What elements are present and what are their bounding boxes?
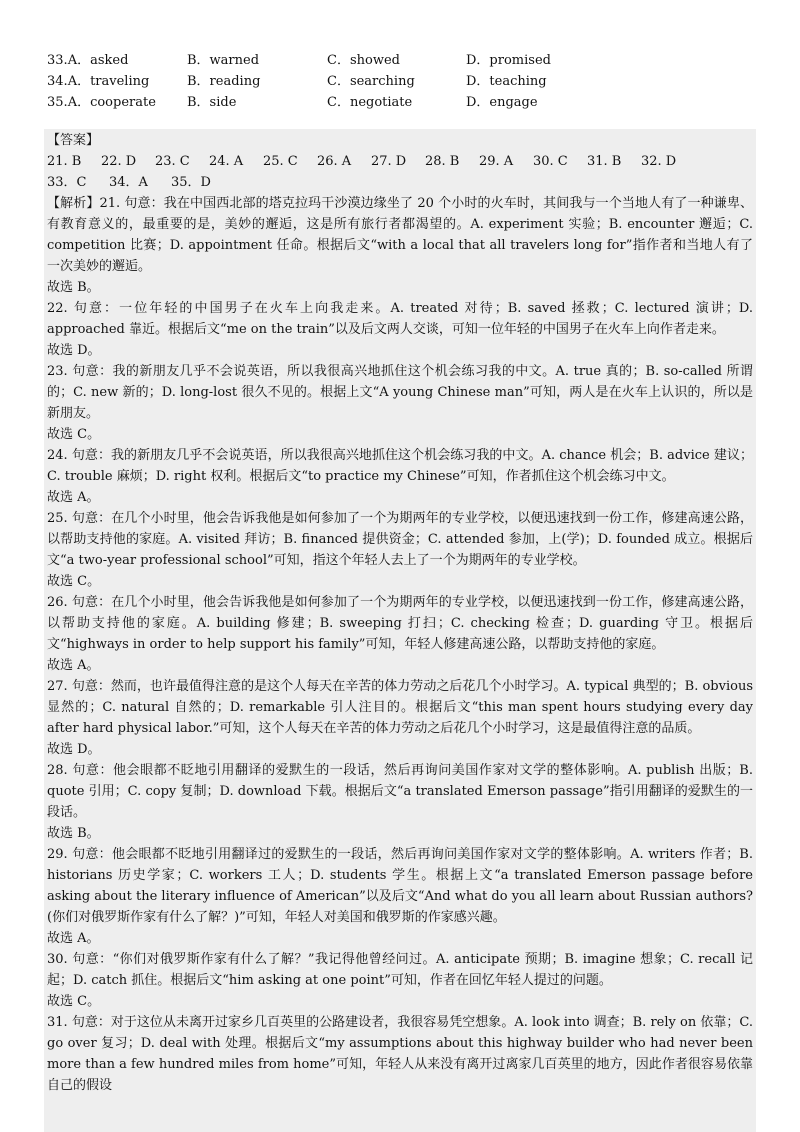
option-row [47, 92, 606, 113]
explanation-paragraph: 29. 句意：他会眼都不眨地引用翻译过的爱默生的一段话，然后再询问美国作家对文学的整体影响。A. writers 作者；B. historians 历史学家；C. workers 工人；D. students 学生。根据上文“a translated Emerson passage before asking about the literary influence of American”以及后文“And what do you all learn about Russian authors?(你们对俄罗斯作家有什么了解？)”可知，年轻人对美国和俄罗斯的作家感兴趣。 [47, 847, 753, 925]
answer-key: 25. C [263, 154, 298, 169]
explanation-paragraph: 【解析】21. 句意：我在中国西北部的塔克拉玛干沙漠边缘坐了 20 个小时的火车时，其间我与一个当地人有了一种谦卑、有教育意义的，最重要的是，美妙的邂逅，这是所有旅行者都渴望的。A. experiment 实验；B. encounter 邂逅；C. competition 比赛；D. appointment 任命。根据后文“with a local that all travelers long for”指作者和当地人有了一次美妙的邂逅。 [47, 196, 753, 274]
answer-keys-row-2 [47, 172, 753, 193]
answer-key: 33．C [47, 175, 87, 190]
explanation-paragraph: 31. 句意：对于这位从未离开过家乡几百英里的公路建设者，我很容易凭空想象。A. look into 调查；B. rely on 依靠；C. go over 复习；D. deal with 处理。根据后文“my assumptions about this highway builder who had never been more than a few hundred miles from home”可知，年轻人从来没有离开过离家几百英里的地方，因此作者很容易依靠自己的假设 [47, 1015, 753, 1093]
answer-key: 32. D [641, 154, 677, 169]
option-b: B．side [187, 95, 237, 110]
answer-key: 23. C [155, 154, 190, 169]
option-d: D．engage [466, 95, 538, 110]
explanation-conclusion: 故选 D。 [47, 742, 101, 757]
explanation-conclusion: 故选 A。 [47, 931, 100, 946]
option-row [47, 71, 606, 92]
option-a-text: A．traveling [67, 74, 150, 89]
option-a [47, 71, 187, 92]
option-c: C．negotiate [327, 95, 413, 110]
answer-key: 27. D [371, 154, 407, 169]
explanation-paragraph: 26. 句意：在几个小时里，他会告诉我他是如何参加了一个为期两年的专业学校，以便迅速找到一份工作，修建高速公路，以帮助支持他的家庭。A. building 修建；B. sweeping 打扫；C. checking 检查；D. guarding 守卫。根据后文“highways in order to help support his family”可知，年轻人修建高速公路，以帮助支持他的家庭。 [47, 595, 753, 652]
answer-key: 30. C [533, 154, 568, 169]
explanation-paragraph: 28. 句意：他会眼都不眨地引用翻译的爱默生的一段话，然后再询问美国作家对文学的整体影响。A. publish 出版；B. quote 引用；C. copy 复制；D. download 下载。根据后文“a translated Emerson passage”指引用翻译的爱默生的一段话。 [47, 763, 753, 820]
explanation-paragraph: 22. 句意：一位年轻的中国男子在火车上向我走来。A. treated 对待；B. saved 拯救；C. lectured 演讲；D. approached 靠近。根据后文“me on the train”以及后文两人交谈，可知一位年轻的中国男子在火车上向作者走来。 [47, 301, 753, 337]
option-a-text: A．asked [67, 53, 129, 68]
answer-key: 28. B [425, 154, 460, 169]
explanation-paragraph: 23. 句意：我的新朋友几乎不会说英语，所以我很高兴地抓住这个机会练习我的中文。A. true 真的；B. so-called 所谓的；C. new 新的；D. long-lost 很久不见的。根据上文“A young Chinese man”可知，两人是在火车上认识的，所以是新朋友。 [47, 364, 753, 421]
option-a-text: A．cooperate [67, 95, 156, 110]
option-a [47, 50, 187, 71]
question-number: 33. [47, 53, 68, 68]
question-number: 35. [47, 95, 68, 110]
explanation-paragraph: 27. 句意：然而，也许最值得注意的是这个人每天在辛苦的体力劳动之后花几个小时学习。A. typical 典型的；B. obvious 显然的；C. natural 自然的；D. remarkable 引人注目的。根据后文“this man spent hours studying every day after hard physical labor.”可知，这个人每天在辛苦的体力劳动之后花几个小时学习，这是最值得注意的品质。 [47, 679, 753, 736]
option-c: C．showed [327, 53, 400, 68]
explanation-conclusion: 故选 B。 [47, 280, 100, 295]
option-b: B．warned [187, 53, 260, 68]
explanation-conclusion: 故选 C。 [47, 427, 101, 442]
answer-key: 24. A [209, 154, 244, 169]
options-table [47, 50, 606, 113]
explanation-paragraph: 24. 句意：我的新朋友几乎不会说英语，所以我很高兴地抓住这个机会练习我的中文。A. chance 机会；B. advice 建议；C. trouble 麻烦；D. right 权利。根据后文“to practice my Chinese”可知，作者抓住这个机会练习中文。 [47, 448, 753, 484]
answer-header: 【答案】 [47, 133, 100, 148]
answer-key: 29. A [479, 154, 514, 169]
answer-key: 21. B [47, 154, 82, 169]
explanation-paragraph: 30. 句意：“你们对俄罗斯作家有什么了解？”我记得他曾经问过。A. anticipate 预期；B. imagine 想象；C. recall 记起；D. catch 抓住。根据后文“him asking at one point”可知，作者在回忆年轻人提过的问题。 [47, 952, 753, 988]
explanation-conclusion: 故选 C。 [47, 994, 101, 1009]
explanation-conclusion: 故选 A。 [47, 490, 100, 505]
answer-key: 26. A [317, 154, 352, 169]
explanation-conclusion: 故选 B。 [47, 826, 100, 841]
answer-keys-row-1 [47, 151, 753, 172]
answer-key: 34．A [109, 175, 148, 190]
answer-key: 31. B [587, 154, 622, 169]
explanation-conclusion: 故选 D。 [47, 343, 101, 358]
explanation-conclusion: 故选 A。 [47, 658, 100, 673]
option-a [47, 92, 187, 113]
option-c: C．searching [327, 74, 415, 89]
explanation-conclusion: 故选 C。 [47, 574, 101, 589]
option-row [47, 50, 606, 71]
option-b: B．reading [187, 74, 261, 89]
explanation-paragraph: 25. 句意：在几个小时里，他会告诉我他是如何参加了一个为期两年的专业学校，以便迅速找到一份工作，修建高速公路，以帮助支持他的家庭。A. visited 拜访；B. financed 提供资金；C. attended 参加，上(学)；D. founded 成立。根据后文“a two-year professional school”可知，指这个年轻人去上了一个为期两年的专业学校。 [47, 511, 753, 568]
answer-key: 35．D [171, 175, 211, 190]
question-number: 34. [47, 74, 68, 89]
option-d: D．promised [466, 53, 551, 68]
answer-section [47, 130, 753, 1096]
answer-key: 22. D [101, 154, 137, 169]
option-d: D．teaching [466, 74, 547, 89]
